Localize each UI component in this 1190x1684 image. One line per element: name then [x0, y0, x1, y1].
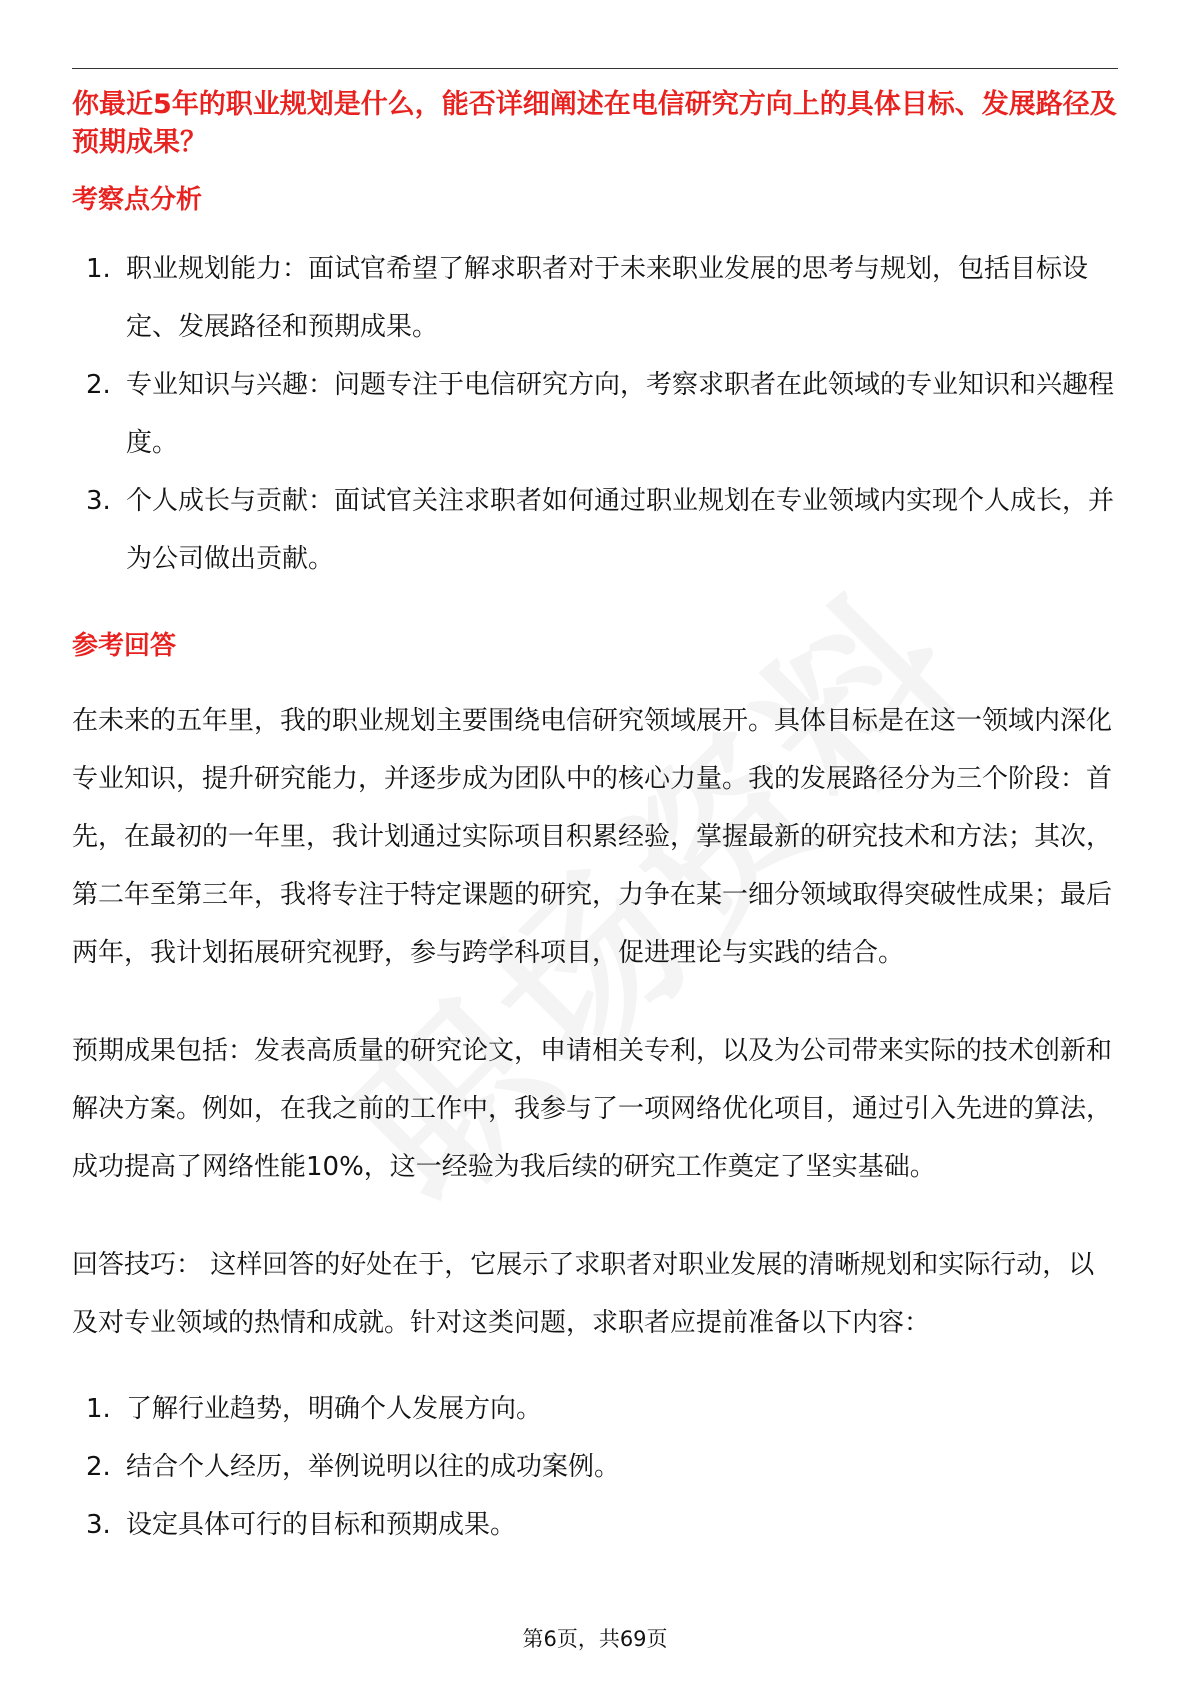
tips-paragraph: 回答技巧： 这样回答的好处在于，它展示了求职者对职业发展的清晰规划和实际行动，以及对专业领域的热情和成就。针对这类问题，求职者应提前准备以下内容： — [72, 1250, 1095, 1338]
list-item-text: 设定具体可行的目标和预期成果。 — [126, 1510, 517, 1540]
list-item — [72, 356, 1118, 472]
answer-paragraph: 在未来的五年里，我的职业规划主要围绕电信研究领域展开。具体目标是在这一领域内深化专业知识，提升研究能力，并逐步成为团队中的核心力量。我的发展路径分为三个阶段：首先，在最初的一年里，我计划通过实际项目积累经验，掌握最新的研究技术和方法；其次，第二年至第三年，我将专注于特定课题的研究，力争在某一细分领域取得突破性成果；最后两年，我计划拓展研究视野，参与跨学科项目，促进理论与实践的结合。 — [72, 706, 1113, 968]
outcomes-paragraph: 预期成果包括：发表高质量的研究论文，申请相关专利，以及为公司带来实际的技术创新和解决方案。例如，在我之前的工作中，我参与了一项网络优化项目，通过引入先进的算法，成功提高了网络性能10%，这一经验为我后续的研究工作奠定了坚实基础。 — [72, 1036, 1113, 1182]
list-item-text: 专业知识与兴趣：问题专注于电信研究方向，考察求职者在此领域的专业知识和兴趣程度。 — [126, 370, 1115, 458]
list-item-text: 职业规划能力：面试官希望了解求职者对于未来职业发展的思考与规划，包括目标设定、发展路径和预期成果。 — [126, 254, 1089, 342]
list-item-text: 个人成长与贡献：面试官关注求职者如何通过职业规划在专业领域内实现个人成长，并为公司做出贡献。 — [126, 486, 1115, 574]
list-item-number: 3. — [86, 486, 111, 516]
list-item-number: 2. — [86, 370, 111, 400]
list-item-number: 2. — [86, 1452, 111, 1482]
analysis-list — [72, 240, 1118, 588]
page-number: 第6页，共69页 — [522, 1627, 668, 1651]
page-content — [72, 86, 1118, 1554]
list-item — [72, 1438, 1118, 1496]
list-item — [72, 472, 1118, 588]
list-item-number: 1. — [86, 1394, 111, 1424]
list-item — [72, 1496, 1118, 1554]
tips-list — [72, 1380, 1118, 1554]
list-item-text: 了解行业趋势，明确个人发展方向。 — [126, 1394, 543, 1424]
answer-heading: 参考回答 — [72, 631, 177, 661]
list-item-number: 1. — [86, 254, 111, 284]
analysis-heading: 考察点分析 — [72, 185, 203, 215]
list-item — [72, 240, 1118, 356]
list-item-number: 3. — [86, 1510, 111, 1540]
list-item-text: 结合个人经历，举例说明以往的成功案例。 — [126, 1452, 621, 1482]
question-title: 你最近5年的职业规划是什么，能否详细阐述在电信研究方向上的具体目标、发展路径及预期成果？ — [72, 89, 1117, 158]
list-item — [72, 1380, 1118, 1438]
top-divider — [72, 68, 1118, 69]
